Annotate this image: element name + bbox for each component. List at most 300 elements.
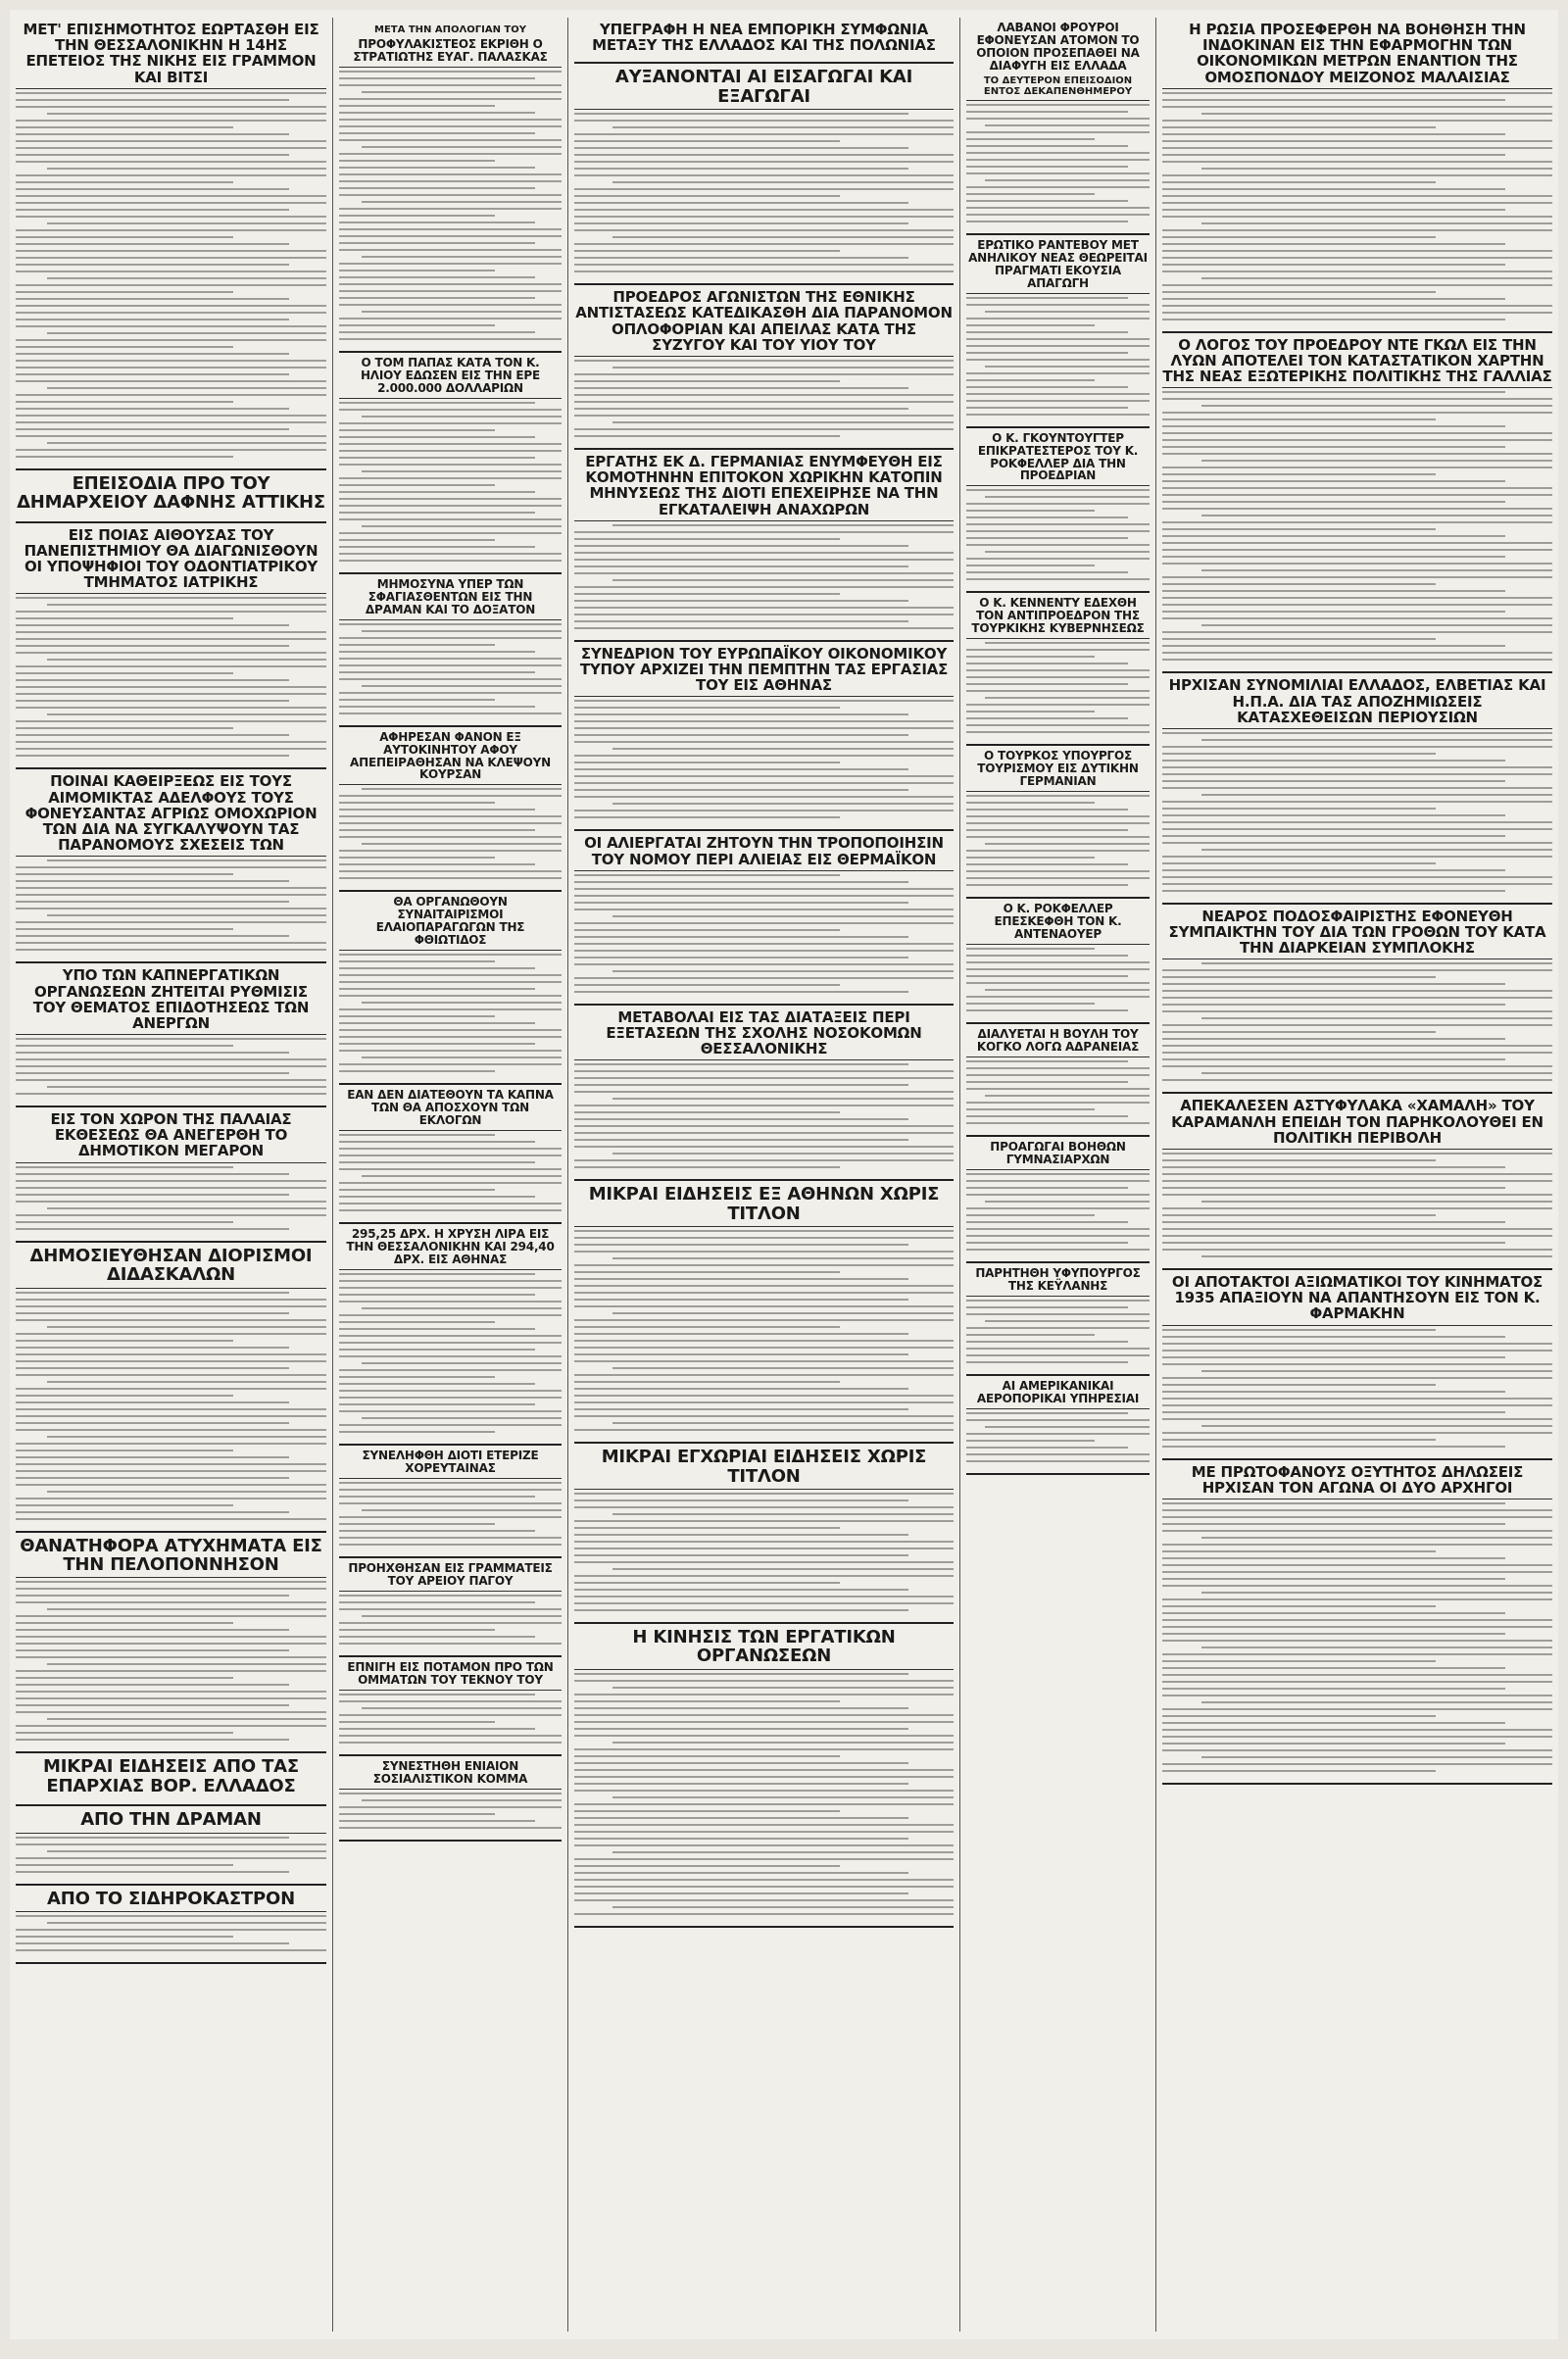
- text-line: [574, 727, 954, 729]
- text-line: [1201, 739, 1552, 741]
- text-line: [574, 614, 954, 615]
- text-line: [339, 836, 562, 838]
- text-line: [574, 1070, 954, 1072]
- text-line: [339, 863, 535, 865]
- text-line: [966, 955, 1128, 957]
- headline-rule: [339, 67, 562, 68]
- text-line: [966, 795, 1150, 797]
- text-line: [1162, 1736, 1552, 1738]
- text-line: [339, 850, 562, 852]
- article-headline: Ο ΤΟΜ ΠΑΠΑΣ ΚΑΤΑ ΤΟΝ Κ. ΗΛΙΟΥ ΕΔΩΣΕΝ ΕΙΣ ΤΗΝ ΕΡΕ 2.000.000 ΔΟΛΛΑΡΙΩΝ: [360, 355, 541, 395]
- text-line: [1162, 1667, 1505, 1669]
- article-headline: ΑΠΟ ΤΗΝ ΔΡΑΜΑΝ: [80, 1809, 262, 1831]
- text-line: [1162, 549, 1552, 551]
- text-line: [339, 505, 562, 507]
- article: [574, 1006, 954, 1182]
- article-headline: ΠΡΟΑΓΩΓΑΙ ΒΟΗΘΩΝ ΓΥΜΝΑΣΙΑΡΧΩΝ: [990, 1139, 1126, 1166]
- text-line: [574, 755, 954, 757]
- text-line: [16, 1477, 289, 1479]
- text-line: [574, 257, 908, 259]
- headline-rule: [574, 109, 954, 110]
- article-body: [339, 1482, 562, 1546]
- headline-rule: [1162, 728, 1552, 729]
- text-line: [1162, 563, 1552, 565]
- text-line: [16, 1228, 289, 1230]
- text-line: [966, 704, 1150, 706]
- text-line: [574, 565, 908, 567]
- text-line: [1162, 1674, 1552, 1676]
- text-line: [16, 1629, 289, 1631]
- text-line: [1162, 1763, 1552, 1765]
- text-line: [966, 1102, 1150, 1104]
- text-line: [339, 409, 562, 411]
- text-line: [574, 1326, 840, 1328]
- text-line: [1201, 849, 1552, 851]
- text-line: [339, 1820, 535, 1822]
- text-line: [339, 1321, 495, 1323]
- text-line: [16, 624, 289, 626]
- text-line: [985, 124, 1150, 126]
- text-line: [16, 1299, 326, 1301]
- text-line: [966, 1207, 1150, 1209]
- text-line: [612, 1098, 954, 1100]
- text-line: [574, 991, 908, 993]
- text-line: [1162, 1173, 1552, 1175]
- text-line: [574, 1353, 908, 1355]
- text-line: [362, 256, 562, 258]
- text-line: [16, 401, 233, 403]
- text-line: [339, 1036, 562, 1038]
- text-line: [1162, 521, 1552, 523]
- text-line: [16, 319, 289, 320]
- text-line: [1162, 305, 1552, 307]
- text-line: [1162, 494, 1552, 496]
- text-line: [1162, 154, 1505, 156]
- text-line: [1162, 1729, 1552, 1731]
- text-line: [1162, 312, 1552, 314]
- text-line: [339, 1369, 562, 1371]
- text-line: [966, 400, 1150, 402]
- text-line: [339, 1629, 495, 1631]
- article: [574, 1624, 954, 1928]
- text-line: [16, 92, 326, 94]
- text-line: [1201, 1425, 1552, 1427]
- text-line: [985, 179, 1150, 181]
- text-line: [966, 1341, 1128, 1343]
- text-line: [1162, 1343, 1552, 1345]
- text-line: [339, 1161, 535, 1163]
- text-line: [574, 1319, 954, 1321]
- text-line: [574, 1762, 908, 1764]
- text-line: [47, 222, 326, 224]
- text-line: [339, 1314, 562, 1316]
- text-line: [574, 957, 908, 958]
- text-line: [574, 713, 908, 715]
- article: [339, 1657, 562, 1756]
- text-line: [16, 942, 326, 944]
- text-line: [16, 935, 289, 937]
- text-line: [966, 822, 1150, 824]
- text-line: [339, 132, 535, 134]
- text-line: [16, 720, 326, 722]
- text-line: [574, 620, 908, 622]
- text-line: [1162, 746, 1552, 748]
- text-line: [16, 1429, 326, 1431]
- text-line: [574, 943, 954, 945]
- text-line: [339, 1182, 562, 1184]
- text-line: [966, 948, 1095, 950]
- text-line: [339, 160, 495, 162]
- text-line: [1162, 209, 1505, 211]
- text-line: [574, 1872, 908, 1874]
- text-line: [1162, 1166, 1505, 1168]
- article-headline: ΜΕΤΑΒΟΛΑΙ ΕΙΣ ΤΑΣ ΔΙΑΤΑΞΕΙΣ ΠΕΡΙ ΕΞΕΤΑΣΕΩΝ ΤΗΣ ΣΧΟΛΗΣ ΝΟΣΟΚΟΜΩΝ ΘΕΣΣΑΛΟΝΙΚΗΣ: [606, 1007, 922, 1058]
- text-line: [1162, 1221, 1505, 1223]
- text-line: [16, 394, 326, 396]
- article-body: [1162, 391, 1552, 661]
- text-line: [574, 1776, 954, 1778]
- text-line: [339, 1714, 562, 1716]
- article-body: [1162, 1502, 1552, 1772]
- text-line: [16, 1484, 326, 1486]
- text-line: [1162, 1557, 1505, 1559]
- text-line: [612, 803, 954, 805]
- text-line: [1201, 222, 1552, 224]
- headline-rule: [1162, 958, 1552, 959]
- article-body: [16, 1166, 326, 1230]
- text-line: [16, 1292, 289, 1294]
- text-line: [1162, 1031, 1436, 1033]
- text-line: [1201, 515, 1552, 516]
- article: [16, 1243, 326, 1533]
- text-line: [339, 1043, 535, 1045]
- text-line: [339, 539, 495, 541]
- text-line: [339, 809, 535, 811]
- text-line: [574, 161, 954, 163]
- text-line: [574, 586, 954, 588]
- article-body: [339, 1273, 562, 1433]
- text-line: [1162, 869, 1505, 871]
- text-line: [1162, 453, 1552, 455]
- article-body: [966, 297, 1150, 416]
- text-line: [612, 1312, 954, 1314]
- article-body: [1162, 962, 1552, 1081]
- text-line: [47, 1663, 326, 1665]
- text-line: [985, 551, 1150, 553]
- text-line: [339, 546, 535, 548]
- text-line: [16, 1929, 326, 1931]
- text-line: [362, 525, 562, 527]
- article: [339, 727, 562, 893]
- text-line: [966, 372, 1150, 374]
- article-body: [16, 1038, 326, 1095]
- text-line: [1162, 1228, 1552, 1230]
- article-body: [339, 954, 562, 1072]
- text-line: [16, 1305, 326, 1307]
- text-line: [1162, 1187, 1505, 1189]
- text-line: [1162, 319, 1505, 320]
- text-line: [574, 810, 954, 811]
- text-line: [574, 1285, 954, 1287]
- text-line: [574, 768, 908, 770]
- text-line: [339, 1280, 562, 1282]
- text-line: [339, 119, 562, 121]
- text-line: [339, 1349, 535, 1351]
- text-line: [47, 1436, 326, 1438]
- text-line: [16, 428, 289, 430]
- text-line: [339, 1328, 535, 1330]
- text-line: [339, 1141, 535, 1143]
- article-headline: ΜΙΚΡΑΙ ΕΓΧΩΡΙΑΙ ΕΙΔΗΣΕΙΣ ΧΩΡΙΣ ΤΙΤΛΟΝ: [601, 1447, 927, 1487]
- text-line: [16, 346, 233, 348]
- text-line: [966, 537, 1128, 539]
- text-line: [1162, 1249, 1552, 1251]
- article-body: [1162, 1329, 1552, 1448]
- text-line: [339, 1063, 562, 1065]
- text-line: [16, 1180, 326, 1182]
- text-line: [339, 1196, 535, 1198]
- text-line: [339, 692, 562, 694]
- text-line: [16, 638, 326, 640]
- text-line: [1201, 1201, 1552, 1203]
- text-line: [16, 147, 326, 149]
- text-line: [1201, 1072, 1552, 1074]
- article-headline: ΕΠΕΙΣΟΔΙΑ ΠΡΟ ΤΟΥ ΔΗΜΑΡΧΕΙΟΥ ΔΑΦΝΗΣ ΑΤΤΙΚΗΣ: [17, 472, 325, 514]
- text-line: [339, 518, 562, 520]
- article: [339, 1224, 562, 1446]
- article-headline: ΔΗΜΟΣΙΕΥΘΗΣΑΝ ΔΙΟΡΙΣΜΟΙ ΔΙΔΑΣΚΑΛΩΝ: [29, 1245, 313, 1286]
- article: [1162, 673, 1552, 905]
- text-line: [16, 1395, 233, 1397]
- text-line: [574, 1125, 954, 1127]
- text-line: [966, 1327, 1150, 1329]
- text-line: [966, 829, 1128, 831]
- text-line: [16, 1058, 326, 1060]
- text-line: [1162, 195, 1552, 197]
- text-line: [574, 1493, 954, 1495]
- article: [16, 1107, 326, 1243]
- article-headline: ΕΠΝΙΓΗ ΕΙΣ ΠΟΤΑΜΟΝ ΠΡΟ ΤΩΝ ΟΜΜΑΤΩΝ ΤΟΥ ΤΕΚΝΟΥ ΤΟΥ: [347, 1659, 554, 1687]
- article-headline: ΕΡΓΑΤΗΣ ΕΚ Δ. ΓΕΡΜΑΝΙΑΣ ΕΝΥΜΦΕΥΘΗ ΕΙΣ ΚΟΜΟΤΗΝΗΝ ΕΠΙΤΟΚΟΝ ΧΩΡΙΚΗΝ ΚΑΤΟΠΙΝ ΜΗΝΥΣΕΩΣ ΤΗΣ ΔΙΟΤΙ ΕΠΕΧΕΙΡΗΣΕ ΝΑ ΤΗΝ ΕΓΚΑΤΑΛΕΙΨΗ ΑΝΑΧΩΡΩΝ: [585, 453, 943, 518]
- text-line: [16, 1739, 289, 1741]
- article: [966, 1376, 1150, 1475]
- text-line: [574, 408, 908, 410]
- text-line: [1162, 542, 1552, 544]
- text-line: [339, 822, 562, 824]
- article-body: [966, 795, 1150, 886]
- article: [574, 18, 954, 64]
- text-line: [16, 1221, 233, 1223]
- text-line: [574, 1810, 840, 1812]
- text-line: [16, 1214, 326, 1216]
- text-line: [966, 338, 1150, 340]
- article: [16, 963, 326, 1107]
- text-line: [47, 277, 326, 279]
- text-line: [1162, 270, 1552, 272]
- text-line: [16, 120, 326, 122]
- article-body: [574, 113, 954, 272]
- text-line: [574, 762, 840, 763]
- text-line: [16, 1415, 326, 1417]
- text-line: [612, 126, 954, 128]
- text-line: [1162, 1010, 1552, 1012]
- text-line: [1162, 1715, 1436, 1717]
- article-headline: ΑΙ ΑΜΕΡΙΚΑΝΙΚΑΙ ΑΕΡΟΠΟΡΙΚΑΙ ΥΠΗΡΕΣΙΑΙ: [976, 1378, 1140, 1405]
- text-line: [1162, 1571, 1552, 1573]
- article-headline: Ο ΛΟΓΟΣ ΤΟΥ ΠΡΟΕΔΡΟΥ ΝΤΕ ΓΚΩΛ ΕΙΣ ΤΗΝ ΛΥΩΝ ΑΠΟΤΕΛΕΙ ΤΟΝ ΚΑΤΑΣΤΑΤΙΚΟΝ ΧΑΡΤΗΝ ΤΗΣ ΝΕΑΣ ΕΞΩΤΕΡΙΚΗΣ ΠΟΛΙΤΙΚΗΣ ΤΗΣ ΓΑΛΛΙΑΣ: [1162, 335, 1552, 386]
- text-line: [574, 120, 954, 122]
- article-body: [574, 360, 954, 437]
- text-line: [966, 1088, 1150, 1090]
- text-line: [16, 106, 326, 108]
- text-line: [966, 118, 1150, 120]
- text-line: [16, 894, 326, 896]
- text-line: [574, 1299, 908, 1301]
- text-line: [339, 1595, 562, 1597]
- text-line: [966, 1081, 1128, 1083]
- article-headline: 295,25 ΔΡΧ. Η ΧΡΥΣΗ ΛΙΡΑ ΕΙΣ ΤΗΝ ΘΕΣΣΑΛΟΝΙΚΗΝ ΚΑΙ 294,40 ΔΡΧ. ΕΙΣ ΑΘΗΝΑΣ: [346, 1227, 555, 1267]
- text-line: [16, 229, 326, 231]
- text-line: [362, 1509, 562, 1511]
- text-line: [966, 359, 1150, 361]
- article: [966, 1137, 1150, 1263]
- text-line: [1201, 168, 1552, 170]
- text-line: [16, 1601, 326, 1603]
- headline-rule: [339, 619, 562, 620]
- text-line: [339, 1496, 535, 1498]
- text-line: [16, 1319, 326, 1321]
- text-line: [966, 489, 1150, 491]
- text-line: [1162, 508, 1552, 510]
- text-line: [574, 607, 954, 609]
- text-line: [1162, 883, 1552, 885]
- text-line: [966, 1447, 1128, 1449]
- text-line: [47, 387, 326, 389]
- text-line: [574, 428, 954, 430]
- text-line: [574, 154, 954, 156]
- text-line: [16, 1333, 326, 1335]
- text-line: [16, 339, 326, 341]
- text-line: [1162, 1770, 1436, 1772]
- text-line: [16, 367, 326, 369]
- text-line: [339, 1728, 535, 1730]
- text-line: [1162, 1502, 1505, 1504]
- text-line: [16, 727, 233, 729]
- article-body: [339, 1793, 562, 1829]
- text-line: [1162, 1598, 1552, 1600]
- text-line: [1162, 1079, 1552, 1081]
- text-line: [574, 1858, 954, 1860]
- text-line: [574, 113, 908, 115]
- text-line: [16, 1367, 289, 1369]
- text-line: [16, 1837, 289, 1839]
- text-line: [47, 1326, 326, 1328]
- text-line: [574, 168, 908, 170]
- text-line: [339, 988, 535, 990]
- text-line: [966, 1300, 1150, 1302]
- text-line: [574, 1264, 954, 1266]
- text-line: [1162, 1743, 1505, 1745]
- text-line: [16, 1656, 326, 1658]
- text-line: [574, 538, 840, 540]
- text-line: [1162, 983, 1505, 985]
- headline-rule: [574, 1489, 954, 1490]
- text-line: [16, 243, 289, 245]
- text-line: [574, 1714, 954, 1716]
- text-line: [47, 442, 326, 444]
- text-line: [574, 552, 954, 554]
- text-line: [966, 221, 1128, 222]
- text-line: [574, 1091, 954, 1093]
- text-line: [1162, 876, 1552, 878]
- text-line: [574, 1166, 840, 1168]
- text-line: [966, 877, 1150, 879]
- text-line: [16, 1581, 326, 1583]
- text-line: [16, 1401, 289, 1403]
- text-line: [574, 1340, 954, 1342]
- text-line: [966, 1228, 1150, 1230]
- text-line: [966, 982, 1150, 984]
- text-line: [339, 1502, 562, 1504]
- text-line: [574, 1561, 954, 1563]
- text-line: [574, 1913, 954, 1915]
- text-line: [1201, 460, 1552, 462]
- text-line: [574, 1673, 908, 1675]
- article-headline: ΔΙΑΛΥΕΤΑΙ Η ΒΟΥΛΗ ΤΟΥ ΚΟΓΚΟ ΛΟΓΩ ΑΔΡΑΝΕΙΑΣ: [976, 1027, 1140, 1054]
- text-line: [574, 936, 908, 938]
- text-line: [16, 449, 326, 451]
- text-line: [339, 1537, 562, 1539]
- text-line: [1162, 821, 1552, 823]
- headline-rule: [574, 696, 954, 697]
- text-line: [612, 1796, 954, 1798]
- text-line: [362, 1417, 562, 1419]
- text-line: [47, 604, 326, 606]
- text-line: [574, 1347, 954, 1349]
- text-line: [16, 880, 289, 882]
- text-line: [1201, 405, 1552, 407]
- text-line: [1162, 92, 1552, 94]
- text-line: [339, 713, 562, 714]
- text-line: [1162, 298, 1505, 300]
- text-line: [339, 263, 562, 265]
- article-headline: Ο ΤΟΥΡΚΟΣ ΥΠΟΥΡΓΟΣ ΤΟΥΡΙΣΜΟΥ ΕΙΣ ΔΥΤΙΚΗΝ ΓΕΡΜΑΝΙΑΝ: [977, 749, 1139, 789]
- text-line: [1162, 808, 1436, 810]
- headline-rule: [339, 1130, 562, 1131]
- text-line: [339, 1294, 535, 1296]
- text-line: [16, 908, 326, 909]
- text-line: [1201, 962, 1552, 964]
- text-line: [574, 415, 954, 417]
- text-line: [966, 1060, 1128, 1062]
- text-line: [966, 1074, 1150, 1076]
- article-headline: Η ΡΩΣΙΑ ΠΡΟΣΕΦΕΡΘΗ ΝΑ ΒΟΗΘΗΣΗ ΤΗΝ ΙΝΔΟΚΙΝΑΝ ΕΙΣ ΤΗΝ ΕΦΑΡΜΟΓΗΝ ΤΩΝ ΟΙΚΟΝΟΜΙΚΩΝ ΜΕΤΡΩΝ ΕΝΑΝΤΙΟΝ ΤΗΣ ΟΜΟΣΠΟΝΔΟΥ ΜΕΙΖΟΝΟΣ ΜΑΛΑΙΣΙΑΣ: [1189, 21, 1526, 86]
- text-line: [574, 1596, 954, 1597]
- text-line: [16, 1949, 326, 1951]
- article: [339, 892, 562, 1085]
- article: [966, 428, 1150, 594]
- text-line: [1162, 1640, 1552, 1642]
- text-line: [16, 1864, 233, 1866]
- text-line: [966, 1180, 1150, 1182]
- text-line: [1162, 528, 1436, 530]
- text-line: [574, 209, 954, 211]
- text-line: [339, 623, 562, 625]
- text-line: [1162, 604, 1552, 606]
- text-line: [339, 1489, 562, 1491]
- text-line: [574, 1735, 954, 1737]
- article: [574, 450, 954, 642]
